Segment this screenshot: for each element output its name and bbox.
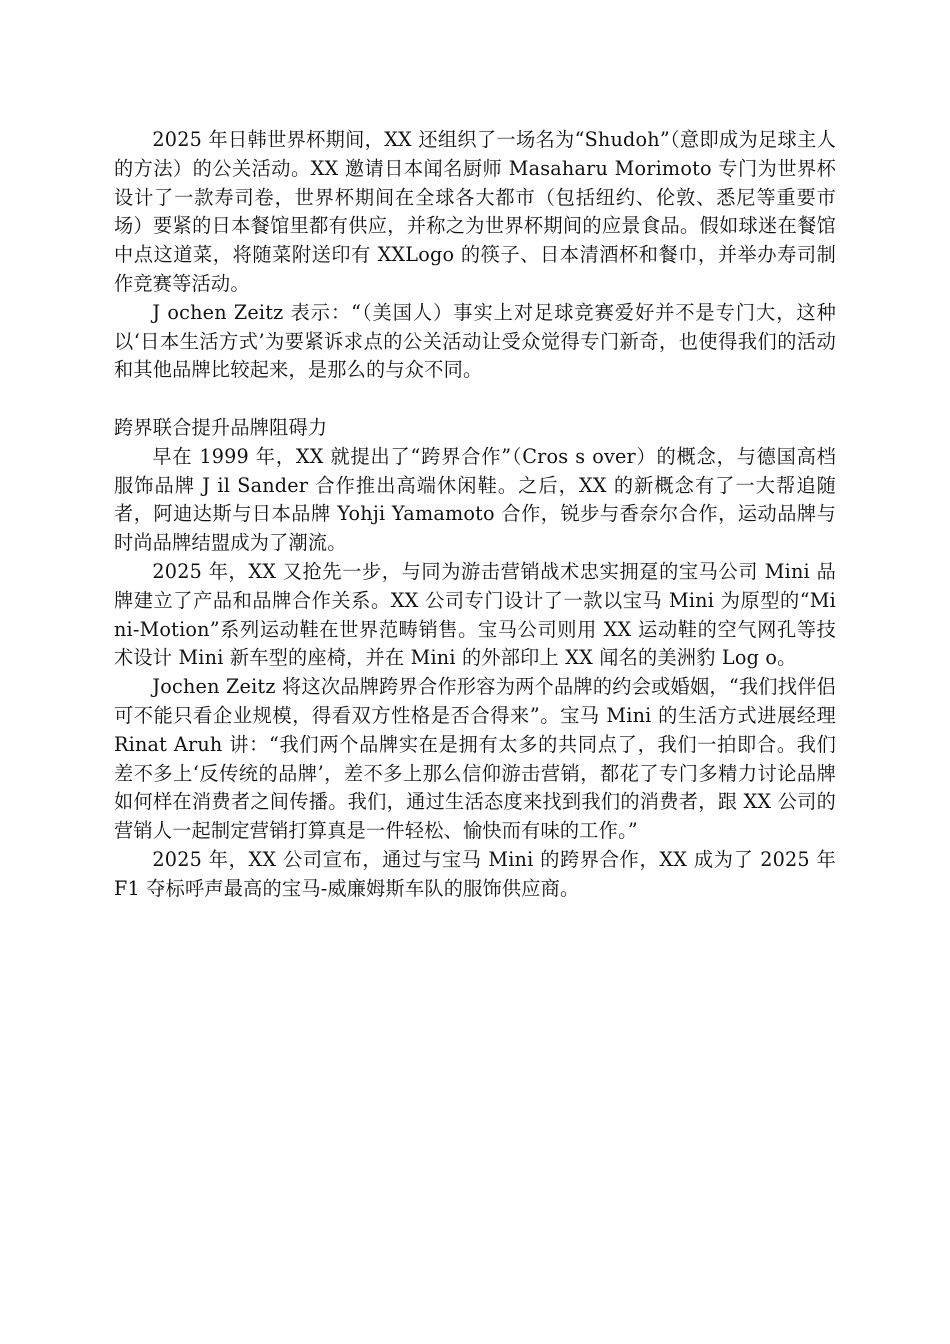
paragraph-spacer xyxy=(114,385,836,414)
paragraph-zeitz-quote: J ochen Zeitz 表示：“（美国人）事实上对足球竞赛爱好并不是专门大，这种以‘日本生活方式’为要紧诉求点的公关活动让受众觉得专门新奇，也使得我们的活动和其他品牌比较起来，是那么的与众不同。 xyxy=(114,300,836,382)
paragraph-crossover-1999: 早在 1999 年，XX 就提出了“跨界合作”（Cros s over）的概念，与德国高档服饰品牌 J il Sander 合作推出高端休闲鞋。之后，XX 的新概念有了一大帮追随者，阿迪达斯与日本品牌 Yohji Yamamoto 合作，锐步与香奈尔合作，运动品牌与时尚品牌结盟成为了潮流。 xyxy=(114,444,836,555)
paragraph-f1-supplier: 2025 年，XX 公司宣布，通过与宝马 Mini 的跨界合作，XX 成为了 2025 年 F1 夺标呼声最高的宝马-威廉姆斯车队的服饰供应商。 xyxy=(114,847,836,900)
paragraph-bmw-mini-partnership: 2025 年，XX 又抢先一步，与同为游击营销战术忠实拥趸的宝马公司 Mini 品牌建立了产品和品牌合作关系。XX 公司专门设计了一款以宝马 Mini 为原型的“Mini-Motion”系列运动鞋在世界范畴销售。宝马公司则用 XX 运动鞋的空气网孔等技术设计 Mini 新车型的座椅，并在 Mini 的外部印上 XX 闻名的美洲豹 Log o。 xyxy=(114,559,836,670)
paragraph-shudoh-campaign: 2025 年日韩世界杯期间，XX 还组织了一场名为“Shudoh”（意即成为足球主人的方法）的公关活动。XX 邀请日本闻名厨师 Masaharu Morimoto 专门为世界杯设计了一款寿司卷，世界杯期间在全球各大都市（包括纽约、伦敦、悉尼等重要市场）要紧的日本餐馆里都有供应，并称之为世界杯期间的应景食品。假如球迷在餐馆中点这道菜，将随菜附送印有 XXLogo 的筷子、日本清酒杯和餐巾，并举办寿司制作竞赛等活动。 xyxy=(114,128,836,295)
document-body xyxy=(114,126,836,904)
section-heading: 跨界联合提升品牌阻碍力 xyxy=(114,415,328,439)
paragraph-brand-marriage-quote: Jochen Zeitz 将这次品牌跨界合作形容为两个品牌的约会或婚姻，“我们找伴侣可不能只看企业规模，得看双方性格是否合得来”。宝马 Mini 的生活方式进展经理 Rinat Aruh 讲：“我们两个品牌实在是拥有太多的共同点了，我们一拍即合。我们差不多上‘反传统的品牌’，差不多上那么信仰游击营销，都花了专门多精力讨论品牌如何样在消费者之间传播。我们，通过生活态度来找到我们的消费者，跟 XX 公司的营销人一起制定营销打算真是一件轻松、愉快而有味的工作。” xyxy=(114,675,836,843)
